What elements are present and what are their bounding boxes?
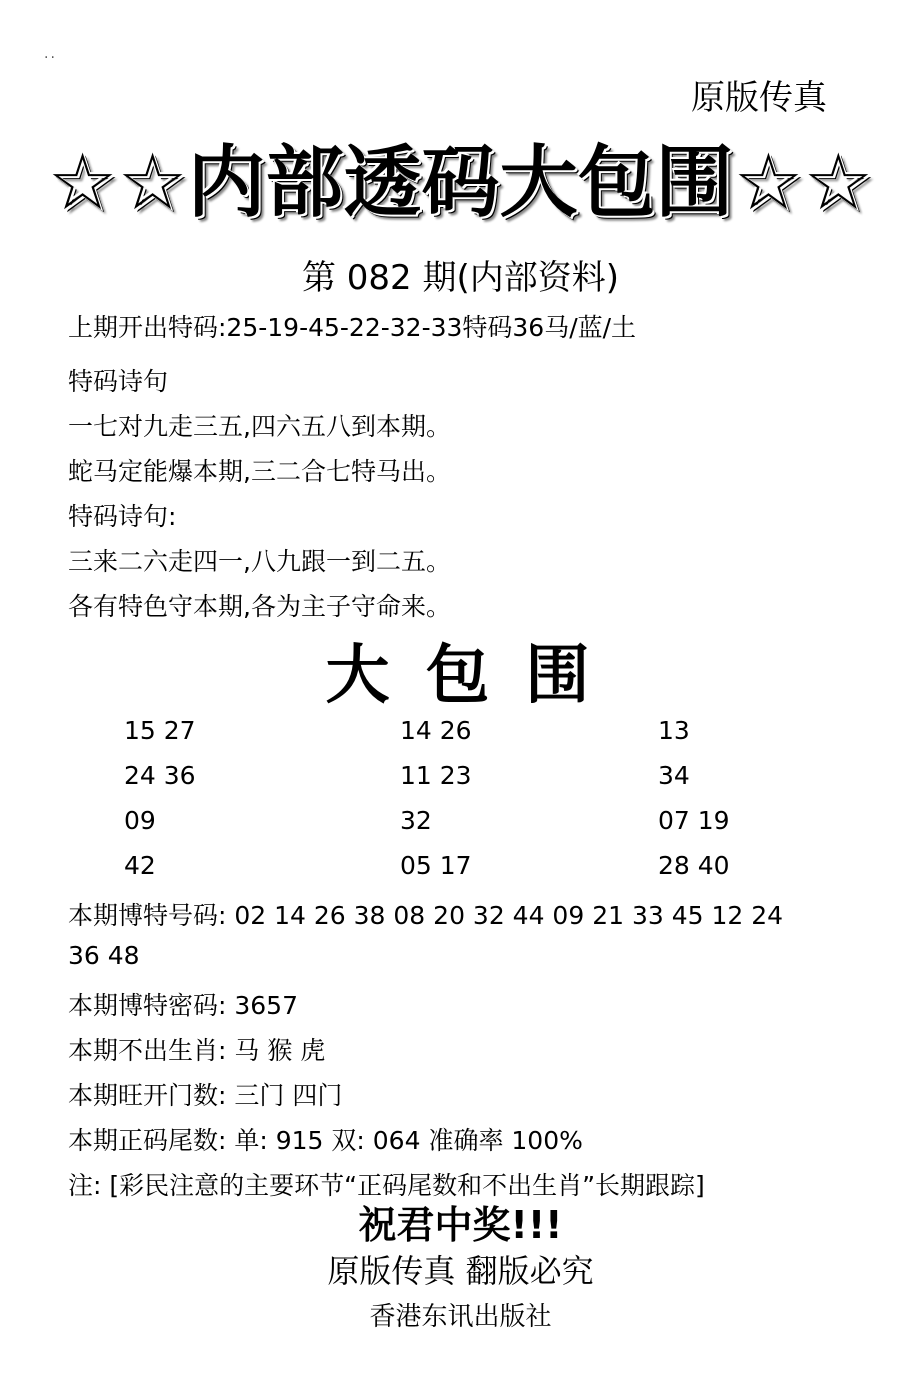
excluded-zodiac: 本期不出生肖: 马 猴 虎: [68, 1036, 326, 1065]
page-title: ☆☆内部透码大包围☆☆: [47, 138, 874, 228]
previous-result: 上期开出特码:25-19-45-22-32-33特码36马/蓝/土: [68, 313, 637, 342]
big-surround-heading: 大包围: [325, 639, 626, 713]
poem-line: 各有特色守本期,各为主子守命来。: [68, 592, 451, 621]
good-luck-message: 祝君中奖!!!: [358, 1203, 563, 1247]
grid-cell: 15 27: [124, 716, 196, 745]
note: 注: [彩民注意的主要环节“正码尾数和不出生肖”长期跟踪]: [68, 1171, 705, 1200]
grid-cell: 24 36: [124, 761, 196, 790]
grid-cell: 28 40: [658, 851, 730, 880]
hot-gates: 本期旺开门数: 三门 四门: [68, 1081, 343, 1110]
corner-dots: ..: [44, 46, 57, 62]
tail-numbers: 本期正码尾数: 单: 915 双: 064 准确率 100%: [68, 1126, 583, 1155]
poem-line: 一七对九走三五,四六五八到本期。: [68, 412, 451, 441]
grid-cell: 34: [658, 761, 690, 790]
poem-line: 特码诗句: [68, 367, 169, 396]
poem-line: 特码诗句:: [68, 502, 177, 531]
grid-cell: 42: [124, 851, 156, 880]
poem-line: 三来二六走四一,八九跟一到二五。: [68, 547, 451, 576]
special-numbers: 本期博特号码: 02 14 26 38 08 20 32 44 09 21 33 45 12 24: [68, 901, 784, 930]
issue-number: 第 082 期(内部资料): [301, 258, 620, 298]
grid-cell: 11 23: [400, 761, 472, 790]
poem-line: 蛇马定能爆本期,三二合七特马出。: [68, 457, 451, 486]
secret-code: 本期博特密码: 3657: [68, 991, 298, 1020]
original-fax-label: 原版传真: [691, 78, 827, 118]
copyright-notice: 原版传真 翻版必究: [327, 1252, 594, 1290]
grid-cell: 14 26: [400, 716, 472, 745]
grid-cell: 09: [124, 806, 156, 835]
grid-cell: 07 19: [658, 806, 730, 835]
grid-cell: 05 17: [400, 851, 472, 880]
grid-cell: 13: [658, 716, 690, 745]
special-numbers-cont: 36 48: [68, 941, 140, 970]
publisher-name: 香港东讯出版社: [369, 1302, 552, 1332]
grid-cell: 32: [400, 806, 432, 835]
